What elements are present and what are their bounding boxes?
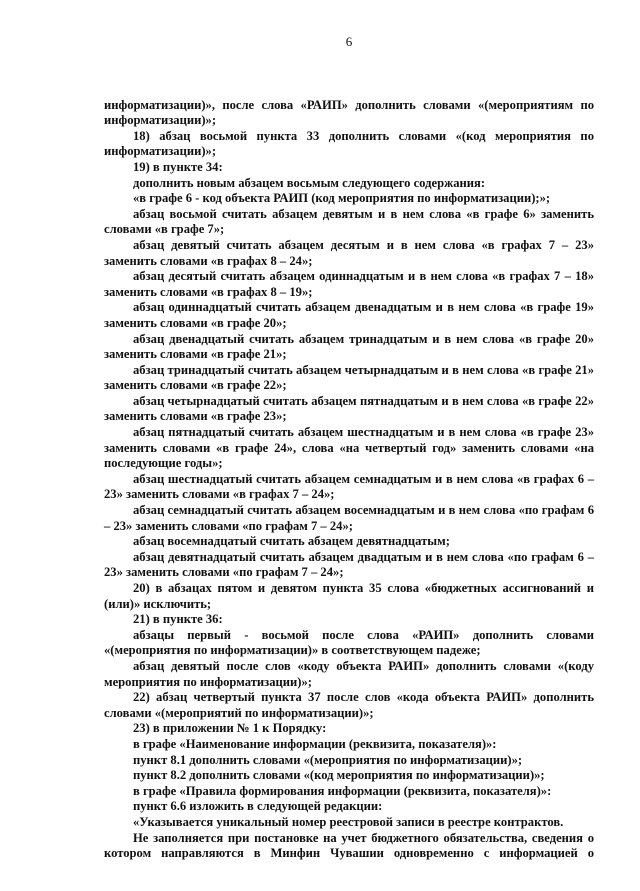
document-body <box>104 98 594 862</box>
paragraph: абзац восемнадцатый считать абзацем девятнадцатым; <box>133 534 450 549</box>
paragraph: абзац пятнадцатый считать абзацем шестнадцатым и в нем слова «в графе 23» заменить словами «в графе 24», слова «на четвертый год» заменить словами «на последующие годы»; <box>104 425 594 471</box>
paragraph: абзац четырнадцатый считать абзацем пятнадцатым и в нем слова «в графе 22» заменить словами «в графе 23»; <box>104 393 594 424</box>
paragraph: абзац девятый считать абзацем десятым и в нем слова «в графах 7 – 23» заменить словами «в графах 8 – 24»; <box>104 237 594 268</box>
paragraph: пункт 8.1 дополнить словами «(мероприятия по информатизации)»; <box>133 752 523 767</box>
paragraph: «Указывается уникальный номер реестровой записи в реестре контрактов. <box>133 814 564 829</box>
paragraph: абзац одиннадцатый считать абзацем двенадцатым и в нем слова «в графе 19» заменить словами «в графе 20»; <box>104 300 594 330</box>
paragraph: 20) в абзацах пятом и девятом пункта 35 слова «бюджетных ассигнований и (или)» исключить; <box>104 581 594 611</box>
paragraph: 23) в приложении № 1 к Порядку: <box>133 721 327 736</box>
paragraph: абзац девятнадцатый считать абзацем двадцатым и в нем слова «по графам 6 – 23» заменить словами «по графам 7 – 24»; <box>104 549 594 580</box>
paragraph: абзац девятый после слов «коду объекта РАИП» дополнить словами «(коду мероприятия по информатизации)»; <box>104 658 594 689</box>
paragraph: в графе «Наименование информации (реквизита, показателя)»: <box>133 736 497 751</box>
paragraph: 19) в пункте 34: <box>133 159 223 174</box>
paragraph: абзацы первый - восьмой после слова «РАИП» дополнить словами «(мероприятия по информатизации)» в соответствующем падеже; <box>104 627 594 658</box>
paragraph: абзац восьмой считать абзацем девятым и в нем слова «в графе 6» заменить словами «в графе 7»; <box>104 206 594 237</box>
paragraph: абзац десятый считать абзацем одиннадцатым и в нем слова «в графах 7 – 18» заменить словами «в графах 8 – 19»; <box>104 269 594 299</box>
paragraph: абзац двенадцатый считать абзацем тринадцатым и в нем слова «в графе 20» заменить словами «в графе 21»; <box>104 331 594 362</box>
paragraph: дополнить новым абзацем восьмым следующего содержания: <box>133 175 486 190</box>
paragraph: информатизации)», после слова «РАИП» дополнить словами «(мероприятиям по информатизации)»; <box>104 97 594 128</box>
paragraph: 21) в пункте 36: <box>133 612 223 627</box>
paragraph: Не заполняется при постановке на учет бюджетного обязательства, сведения о котором направляются в Минфин Чувашии одновременно с информацией о <box>104 830 594 861</box>
paragraph: 18) абзац восьмой пункта 33 дополнить словами «(код мероприятия по информатизации)»; <box>104 128 594 159</box>
paragraph: абзац семнадцатый считать абзацем восемнадцатым и в нем слова «по графам 6 – 23» заменить словами «по графам 7 – 24»; <box>104 503 594 533</box>
paragraph: пункт 6.6 изложить в следующей редакции: <box>133 799 383 814</box>
paragraph: 22) абзац четвертый пункта 37 после слов «кода объекта РАИП» дополнить словами «(мероприятий по информатизации)»; <box>104 690 594 720</box>
paragraph: абзац шестнадцатый считать абзацем семнадцатым и в нем слова «в графах 6 – 23» заменить словами «в графах 7 – 24»; <box>104 471 594 502</box>
page-number: 6 <box>345 34 353 49</box>
paragraph: «в графе 6 - код объекта РАИП (код мероприятия по информатизации);»; <box>133 191 551 206</box>
paragraph: пункт 8.2 дополнить словами «(код мероприятия по информатизации)»; <box>133 768 545 783</box>
paragraph: абзац тринадцатый считать абзацем четырнадцатым и в нем слова «в графе 21» заменить словами «в графе 22»; <box>104 362 594 393</box>
paragraph: в графе «Правила формирования информации (реквизита, показателя)»: <box>133 783 552 798</box>
